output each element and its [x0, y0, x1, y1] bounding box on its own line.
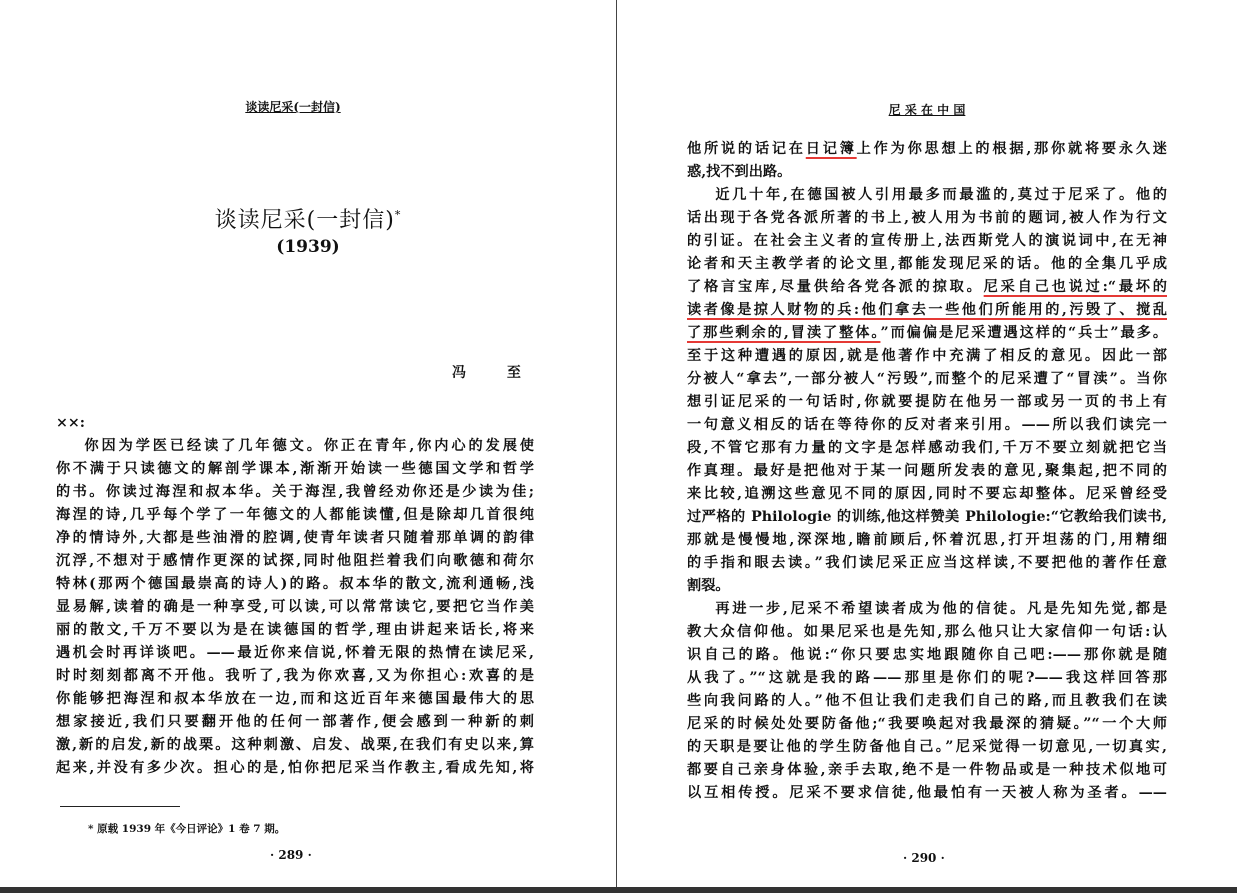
body-line: 从我了。”“这就是我的路——那里是你们的呢?——我这样回答那: [687, 670, 1167, 686]
text-run: ”而偏偏是尼采遭遇这样的“兵士”最多。: [880, 325, 1168, 341]
body-line: 都要自己亲身体验,亲手去取,绝不是一件物品或是一种技术似地可: [687, 762, 1167, 778]
body-line: 那就是慢慢地,深深地,瞻前顾后,怀着沉思,打开坦荡的门,用精细: [687, 532, 1167, 548]
left-body-text: [56, 412, 534, 780]
left-page-number: · 289 ·: [270, 848, 312, 862]
body-line: 海涅的诗,几乎每个学了一年德文的人都能读懂,但是除却几首很纯: [56, 507, 534, 523]
body-line: 激,新的启发,新的战栗。这种刺激、启发、战栗,在我们有史以来,算: [56, 737, 534, 753]
highlighted-quote: 了那些剩余的,冒渎了整体。: [687, 325, 881, 341]
body-line: [687, 276, 1167, 299]
body-line: 再进一步,尼采不希望读者成为他的信徒。凡是先知先觉,都是: [715, 601, 1167, 617]
essay-year: (1939): [276, 237, 340, 257]
author-name: 冯 至: [452, 365, 539, 381]
body-line: [687, 138, 1167, 161]
text-run: 了格言宝库,尽量供给各党各派的掠取。: [687, 279, 984, 295]
body-line: [687, 322, 1167, 345]
body-line: 惑,找不到出路。: [687, 164, 792, 180]
salutation: ××:: [56, 415, 86, 431]
body-line: 的引证。在社会主义者的宣传册上,法西斯党人的演说词中,在无神: [687, 233, 1167, 249]
body-line: 教大众信仰他。如果尼采也是先知,那么他只让大家信仰一句话:认: [687, 624, 1167, 640]
body-line: 想家接近,我们只要翻开他的任何一部著作,便会感到一种新的刺: [56, 714, 534, 730]
right-page-number: · 290 ·: [903, 851, 945, 865]
body-line: 作真理。最好是把他对于某一问题所发表的意见,聚集起,把不同的: [687, 463, 1167, 479]
body-line: 来比较,追溯这些意见不同的原因,同时不要忘却整体。尼采曾经受: [687, 486, 1167, 502]
body-line: 的书。你读过海涅和叔本华。关于海涅,我曾经劝你还是少读为佳;: [56, 484, 534, 500]
highlighted-text: 日记簿: [805, 141, 857, 157]
text-run: 上作为你思想上的根据,那你就将要永久迷: [856, 141, 1167, 157]
highlighted-quote: 读者像是掠人财物的兵:他们拿去一些他们所能用的,污毁了、搅乱: [687, 302, 1167, 318]
body-line: 近几十年,在德国被人引用最多而最滥的,莫过于尼采了。他的: [715, 187, 1167, 203]
body-line: 分被人“拿去”,一部分被人“污毁”,而整个的尼采遭了“冒渎”。当你: [687, 371, 1167, 387]
body-line: 显易解,读着的确是一种享受,可以读,可以常常读它,要把它当作美: [56, 599, 534, 615]
right-body-text: [687, 138, 1167, 805]
text-run: 他所说的话记在: [687, 141, 806, 157]
body-line: 些向我问路的人。”他不但让我们走我们自己的路,而且教我们在读: [687, 693, 1167, 709]
body-line: 识自己的路。他说:“你只要忠实地跟随你自己吧:——那你就是随: [687, 647, 1167, 663]
body-line: 你因为学医已经读了几年德文。你正在青年,你内心的发展使: [84, 438, 534, 454]
body-line: 丽的散文,千万不要以为是在读德国的哲学,理由讲起来话长,将来: [56, 622, 534, 638]
body-line: 你不满于只读德文的解剖学课本,渐渐开始读一些德国文学和哲学: [56, 461, 534, 477]
body-line: [687, 299, 1167, 322]
body-line: 遇机会时再详谈吧。——最近你来信说,怀着无限的热情在读尼采,: [56, 645, 534, 661]
essay-title: [0, 203, 616, 234]
left-page: [0, 0, 617, 887]
body-line: 以互相传授。尼采不要求信徒,他最怕有一天被人称为圣者。——: [687, 785, 1167, 801]
body-line: 话出现于各党各派所著的书上,被人用为书前的题词,被人作为行文: [687, 210, 1167, 226]
body-line: 沉浮,不想对于感情作更深的试探,同时他阻拦着我们向歌德和荷尔: [56, 553, 534, 569]
essay-title-text: 谈读尼采(一封信): [214, 208, 395, 233]
footnote: * 原载 1939 年《今日评论》1 卷 7 期。: [88, 823, 286, 835]
body-line: 段,不管它那有力量的文字是怎样感动我们,千万不要立刻就把它当: [687, 440, 1167, 456]
body-line: 的天职是要让他的学生防备他自己。”尼采觉得一切意见,一切真实,: [687, 739, 1167, 755]
body-line: 一句意义相反的话在等待你的反对者来引用。——所以我们读完一: [687, 417, 1167, 433]
body-line: 尼采的时候处处要防备他;“我要唤起对我最深的猜疑。”“一个大师: [687, 716, 1167, 732]
highlighted-quote: 尼采自己也说过:“最坏的: [983, 279, 1167, 295]
body-line: 想引证尼采的一句话时,你就要提防在他另一部或另一页的书上有: [687, 394, 1167, 410]
right-running-head: 尼 采 在 中 国: [888, 103, 966, 117]
body-line: 至于这种遭遇的原因,就是他著作中充满了相反的意见。因此一部: [687, 348, 1167, 364]
body-line: 割裂。: [687, 578, 730, 594]
title-footnote-mark: *: [394, 208, 402, 222]
body-line: 时时刻刻都离不开他。我听了,我为你欢喜,又为你担心:欢喜的是: [56, 668, 534, 684]
body-line: 论者和天主教学者的论文里,都能发现尼采的话。他的全集几乎成: [687, 256, 1167, 272]
footnote-rule: [60, 806, 180, 807]
viewer-bottom-edge: [0, 887, 1237, 893]
body-line: 净的情诗外,大都是些油滑的腔调,使青年读者只随着那单调的韵律: [56, 530, 534, 546]
right-page: [617, 0, 1237, 887]
body-line: 你能够把海涅和叔本华放在一边,而和这近百年来德国最伟大的思: [56, 691, 534, 707]
left-running-head: 谈读尼采(一封信): [245, 100, 341, 114]
body-line: 特林(那两个德国最崇高的诗人)的路。叔本华的散文,流利通畅,浅: [56, 576, 534, 592]
body-line: 的手指和眼去读。”我们读尼采正应当这样读,不要把他的著作任意: [687, 555, 1167, 571]
body-line: 起来,并没有多少次。担心的是,怕你把尼采当作教主,看成先知,将: [56, 760, 534, 776]
body-line: 过严格的 Philologie 的训练,他这样赞美 Philologie:“它教给我们读书,: [687, 509, 1167, 525]
